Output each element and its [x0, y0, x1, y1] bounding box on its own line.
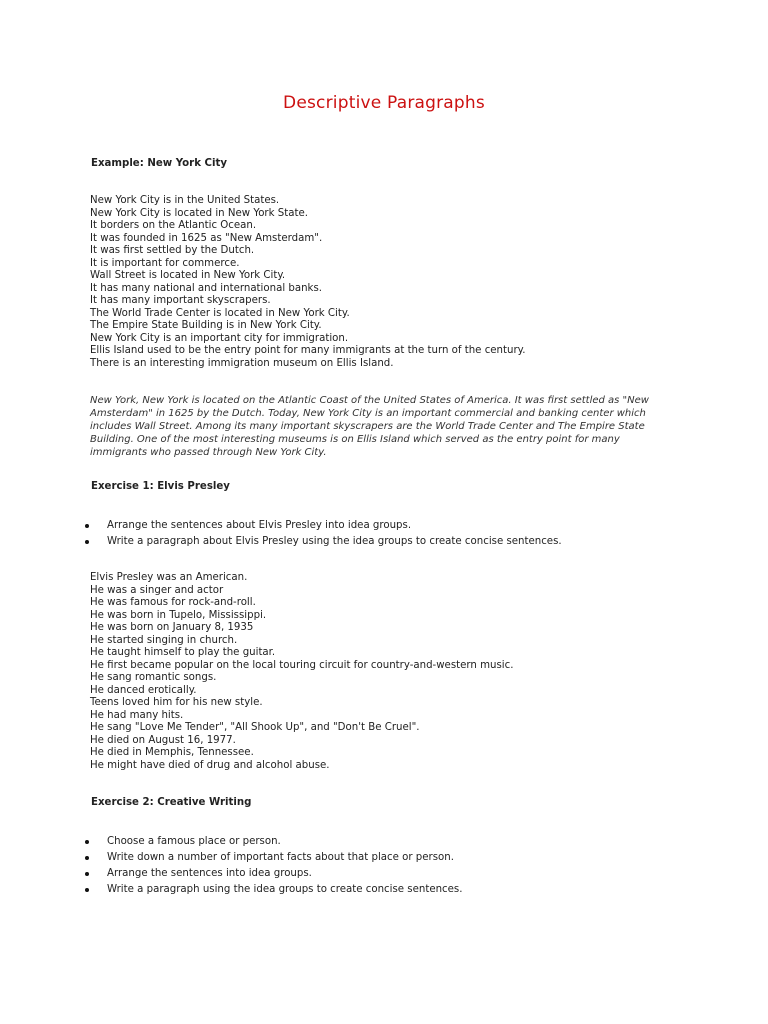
list-item: He was a singer and actor	[90, 584, 224, 596]
list-item: Ellis Island used to be the entry point for many immigrants at the turn of the century.	[90, 345, 526, 356]
list-item: New York City is in the United States.	[90, 195, 280, 206]
list-item	[83, 518, 562, 534]
list-item: He died in Memphis, Tennessee.	[90, 747, 254, 758]
bullet-icon	[85, 888, 89, 892]
bullet-icon	[85, 872, 89, 876]
list-item	[83, 534, 562, 550]
list-item: The Empire State Building is in New York City.	[90, 320, 322, 331]
instruction-text: Choose a famous place or person.	[107, 836, 281, 847]
list-item: New York City is located in New York State.	[90, 207, 308, 219]
example-heading: Example: New York City	[91, 158, 227, 169]
list-item: There is an interesting immigration museum on Ellis Island.	[90, 357, 394, 369]
list-item: Teens loved him for his new style.	[90, 697, 263, 708]
list-item: It was founded in 1625 as "New Amsterdam".	[90, 232, 323, 244]
exercise1-sentence-list	[90, 572, 513, 772]
list-item: The World Trade Center is located in New York City.	[90, 307, 350, 319]
bullet-icon	[85, 524, 89, 528]
example-sentence-list	[90, 195, 525, 370]
list-item: He started singing in church.	[90, 634, 238, 646]
list-item: He danced erotically.	[90, 684, 197, 696]
exercise2-instructions	[83, 834, 462, 898]
list-item: He had many hits.	[90, 709, 184, 721]
bullet-icon	[85, 856, 89, 860]
list-item: He was born in Tupelo, Mississippi.	[90, 609, 267, 621]
instruction-text: Write down a number of important facts about that place or person.	[107, 852, 454, 863]
instruction-text: Write a paragraph using the idea groups to create concise sentences.	[107, 884, 463, 895]
list-item: It borders on the Atlantic Ocean.	[90, 220, 257, 231]
list-item: He was born on January 8, 1935	[90, 622, 254, 633]
list-item: Elvis Presley was an American.	[90, 572, 248, 583]
exercise1-heading: Exercise 1: Elvis Presley	[91, 481, 230, 492]
exercise1-instructions	[83, 518, 562, 550]
example-paragraph: New York, New York is located on the Atlantic Coast of the United States of America. It was first settled as "New Amsterdam" in 1625 by the Dutch. Today, New York City is an important commercial and banking center which includes Wall Street. Among its many important skyscrapers are the World Trade Center and The Empire State Building. One of the most interesting museums is on Ellis Island which served as the entry point for many immigrants who passed through New York City.	[90, 395, 649, 458]
list-item: It is important for commerce.	[90, 257, 240, 269]
bullet-icon	[85, 840, 89, 844]
list-item: It has many national and international banks.	[90, 282, 322, 294]
bullet-icon	[85, 540, 89, 544]
list-item: He sang romantic songs.	[90, 672, 217, 683]
list-item	[83, 882, 462, 898]
list-item: It has many important skyscrapers.	[90, 295, 271, 306]
list-item: It was first settled by the Dutch.	[90, 245, 255, 256]
list-item: He first became popular on the local touring circuit for country-and-western music.	[90, 659, 514, 671]
list-item: He sang "Love Me Tender", "All Shook Up", and "Don't Be Cruel".	[90, 722, 420, 733]
instruction-text: Arrange the sentences into idea groups.	[107, 868, 312, 879]
exercise2-heading: Exercise 2: Creative Writing	[91, 797, 252, 808]
list-item: He taught himself to play the guitar.	[90, 647, 276, 658]
instruction-text: Write a paragraph about Elvis Presley using the idea groups to create concise sentences.	[107, 536, 562, 547]
list-item: He might have died of drug and alcohol abuse.	[90, 759, 330, 771]
list-item: He was famous for rock-and-roll.	[90, 597, 256, 608]
page-title: Descriptive Paragraphs	[283, 93, 485, 113]
list-item	[83, 834, 462, 850]
instruction-text: Arrange the sentences about Elvis Presley into idea groups.	[107, 520, 412, 531]
list-item: He died on August 16, 1977.	[90, 734, 236, 746]
list-item	[83, 850, 462, 866]
list-item	[83, 866, 462, 882]
list-item: New York City is an important city for immigration.	[90, 332, 349, 344]
list-item: Wall Street is located in New York City.	[90, 270, 286, 281]
